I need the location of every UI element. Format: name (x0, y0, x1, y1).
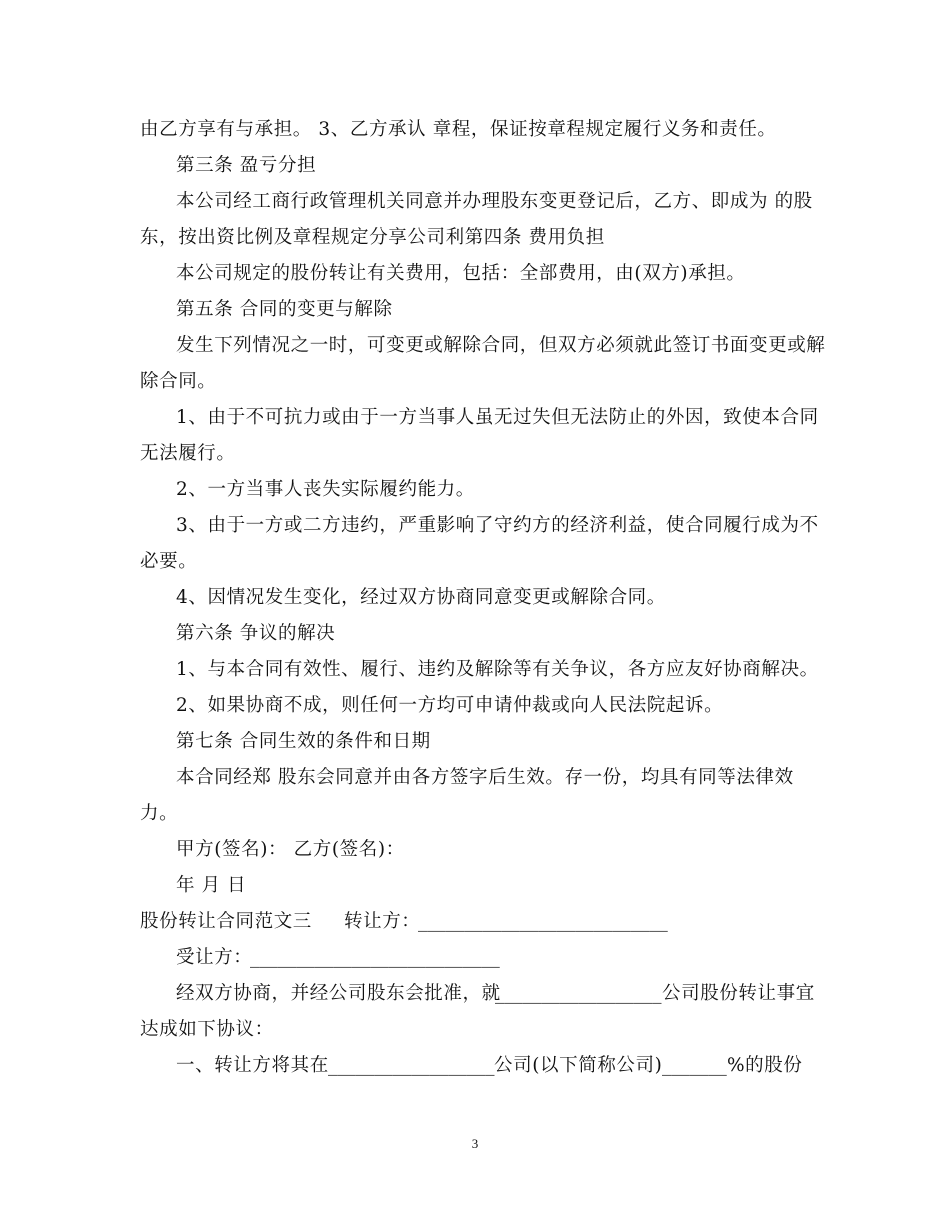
text-line: 本公司经工商行政管理机关同意并办理股东变更登记后，乙方、即成为 的股 (176, 191, 813, 212)
text-line: 东，按出资比例及章程规定分享公司利第四条 费用负担 (140, 227, 605, 248)
text-line: 发生下列情况之一时，可变更或解除合同，但双方必须就此签订书面变更或解 (176, 335, 826, 356)
percent-blank: _______ (662, 1055, 727, 1076)
text-line: 本合同经郑 股东会同意并由各方签字后生效。存一份，均具有同等法律效 (176, 767, 794, 788)
text-line: 由乙方享有与承担。 3、乙方承认 章程，保证按章程规定履行义务和责任。 (140, 119, 777, 140)
text-line: 2、如果协商不成，则任何一方均可申请仲裁或向人民法院起诉。 (176, 695, 724, 716)
text-line: 1、由于不可抗力或由于一方当事人虽无过失但无法防止的外因，致使本合同 (176, 407, 819, 428)
text-line: 4、因情况发生变化，经过双方协商同意变更或解除合同。 (176, 587, 666, 608)
text-fragment: 公司股份转让事宜 (662, 983, 815, 1004)
text-line: 除合同。 (140, 371, 217, 392)
company-blank: __________________ (495, 983, 662, 1004)
transferee-label: 受让方： (176, 947, 253, 968)
transferee-blank: ___________________________ (250, 947, 500, 968)
text-line: 本公司规定的股份转让有关费用，包括：全部费用，由(双方)承担。 (176, 263, 746, 284)
text-line: 达成如下协议： (140, 1019, 274, 1040)
text-line: 1、与本合同有效性、履行、违约及解除等有关争议，各方应友好协商解决。 (176, 659, 819, 680)
text-line: 一、转让方将其在 (176, 1055, 329, 1076)
text-line: 无法履行。 (140, 443, 236, 464)
article-heading: 第三条 盈亏分担 (176, 155, 317, 176)
text-fragment: %的股份 (727, 1055, 803, 1076)
article-heading: 第七条 合同生效的条件和日期 (176, 731, 431, 752)
page-number: 3 (471, 1136, 479, 1151)
date-line: 年 月 日 (176, 875, 247, 896)
text-line: 经双方协商，并经公司股东会批准，就 (176, 983, 501, 1004)
section-title: 股份转让合同范文三 (140, 911, 312, 932)
article-heading: 第五条 合同的变更与解除 (176, 299, 393, 320)
text-line: 力。 (140, 803, 179, 824)
company-blank: __________________ (328, 1055, 495, 1076)
transferor-blank: ___________________________ (418, 911, 668, 932)
text-fragment: 公司(以下简称公司) (494, 1055, 663, 1076)
transferor-label: 转让方： (344, 911, 421, 932)
text-line: 2、一方当事人丧失实际履约能力。 (176, 479, 475, 500)
text-line: 必要。 (140, 551, 198, 572)
signature-line: 甲方(签名)： 乙方(签名)： (176, 839, 405, 860)
text-line: 3、由于一方或二方违约，严重影响了守约方的经济利益，使合同履行成为不 (176, 515, 819, 536)
article-heading: 第六条 争议的解决 (176, 623, 336, 644)
